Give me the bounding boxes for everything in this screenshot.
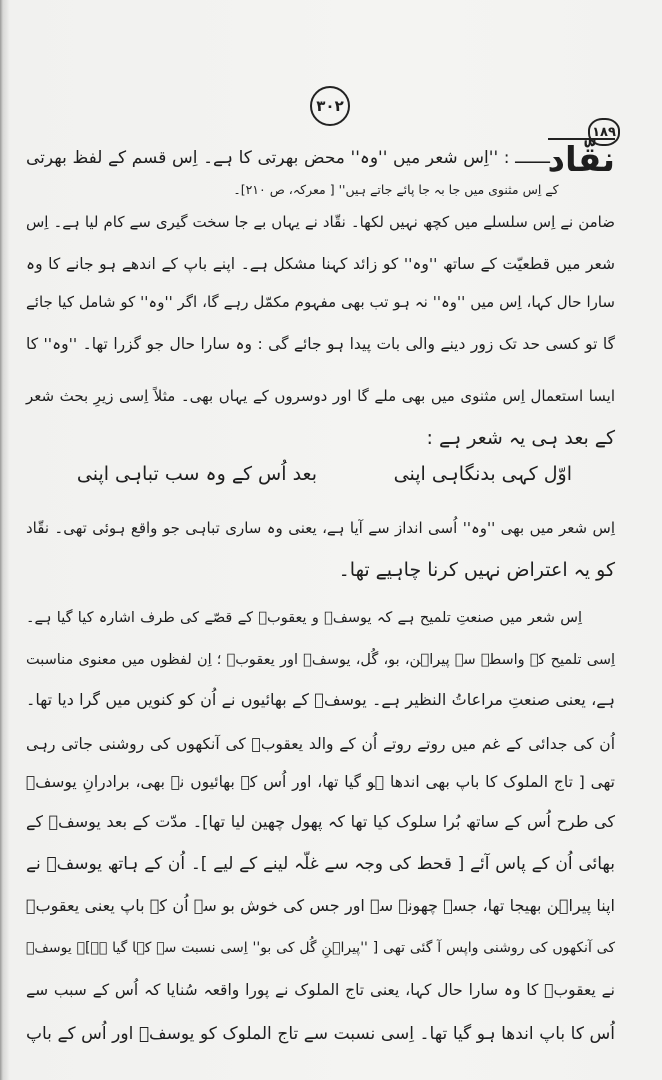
text-line: کو یہ اعتراض نہیں کرنا چاہیے تھا۔ xyxy=(338,559,615,581)
text-line: گا تو کسی حد تک زور دینے والی بات پیدا ہو جائے گی : وہ سارا حال جو گزرا تھا۔ ''وہ'' کا xyxy=(26,335,615,353)
text-line: اپنا پیراہن بھیجا تھا، جسے چھونے سے اور جس کی خوش بو سے اُن کے باپ یعنی یعقوبؑ xyxy=(26,896,615,915)
text-line: اِس شعر میں صنعتِ تلمیح ہے کہ یوسفؑ و یعقوبؑ کے قصّے کی طرف اشارہ کیا گیا ہے۔ xyxy=(26,610,582,626)
text-line: بھائی اُن کے پاس آئے [ قحط کی وجہ سے غلّہ لینے کے لیے ]۔ اُن کے ہاتھ یوسفؑ نے xyxy=(26,854,615,874)
text-line: کی آنکھوں کی روشنی واپس آ گئی تھی [ ''پیراہنِ گُل کی بو'' اِسی نسبت سے کہا گیا ہے]۔ یوسفؑ xyxy=(26,940,615,956)
text-line: نے یعقوبؑ کا وہ سارا حال کہا، یعنی تاج الملوک نے پورا واقعہ سُنایا کہ اُس کے سبب سے xyxy=(26,981,615,999)
entry-number: ۱۸۹ xyxy=(588,118,620,146)
page-number: ۳۰۲ xyxy=(310,86,350,126)
text-line: اُن کی جدائی کے غم میں روتے روتے اُن کے والد یعقوبؑ کی آنکھوں کی روشنی جاتی رہی xyxy=(26,735,615,753)
text-line: اِسی تلمیح کے واسطے سے پیراہن، بو، گُل، یوسفؑ اور یعقوبؑ ؛ اِن لفظوں میں معنوی مناسبت xyxy=(26,652,615,668)
text-line: ہے، یعنی صنعتِ مراعاتُ النظیر ہے۔ یوسفؑ کے بھائیوں نے اُن کو کنویں میں گرا دیا تھا۔ xyxy=(26,690,615,709)
text-line: کی طرح اُس کے ساتھ بُرا سلوک کیا تھا کہ پھول چھین لیا تھا]۔ مدّت کے بعد یوسفؑ کے xyxy=(26,812,615,831)
couplet-first-hemistich: اوّل کہی بدنگاہی اپنی xyxy=(393,463,572,485)
text-line: ایسا استعمال اِس مثنوی میں بھی ملے گا اور دوسروں کے یہاں بھی۔ مثلاً اِسی زیرِ بحث شعر xyxy=(26,387,615,405)
text-line: سارا حال کہا، اِس میں ''وہ'' نہ ہو تب بھی مفہوم مکمّل رہے گا، اگر ''وہ'' کو شامل کیا جائے xyxy=(26,293,615,311)
text-line: شعر میں قطعیّت کے ساتھ ''وہ'' کو زائد کہنا مشکل ہے۔ اپنے باپ کے اندھے ہو جانے کا وہ xyxy=(26,255,615,273)
text-line: ضامن نے اِس سلسلے میں کچھ نہیں لکھا۔ نقّاد نے یہاں بے جا سخت گیری سے کام لیا ہے۔ اِس xyxy=(26,213,615,231)
text-line: کے بعد ہی یہ شعر ہے : xyxy=(426,427,615,449)
heading-word: نقّاد xyxy=(547,140,615,180)
text-line: ـــــــ : ''اِس شعر میں ''وہ'' محض بھرتی کا ہے۔ اِس قسم کے لفظ بھرتی xyxy=(26,148,550,168)
text-line: اُس کا باپ اندھا ہو گیا تھا۔ اِسی نسبت سے تاج الملوک کو یوسفؑ اور اُس کے باپ xyxy=(26,1024,615,1044)
text-line: کے اِس مثنوی میں جا بہ جا پائے جاتے ہیں'' [ معرکہ، ص ۲۱۰]۔ xyxy=(233,182,559,197)
text-line: تھی [ تاج الملوک کا باپ بھی اندھا ہو گیا تھا، اور اُس کے بھائیوں نے بھی، برادرانِ یوسفؑ xyxy=(26,773,615,791)
couplet-second-hemistich: بعد اُس کے وہ سب تباہی اپنی xyxy=(76,463,317,485)
text-line: اِس شعر میں بھی ''وہ'' اُسی انداز سے آیا ہے، یعنی وہ ساری تباہی جو واقع ہوئی تھی۔ نقّاد xyxy=(26,519,615,537)
